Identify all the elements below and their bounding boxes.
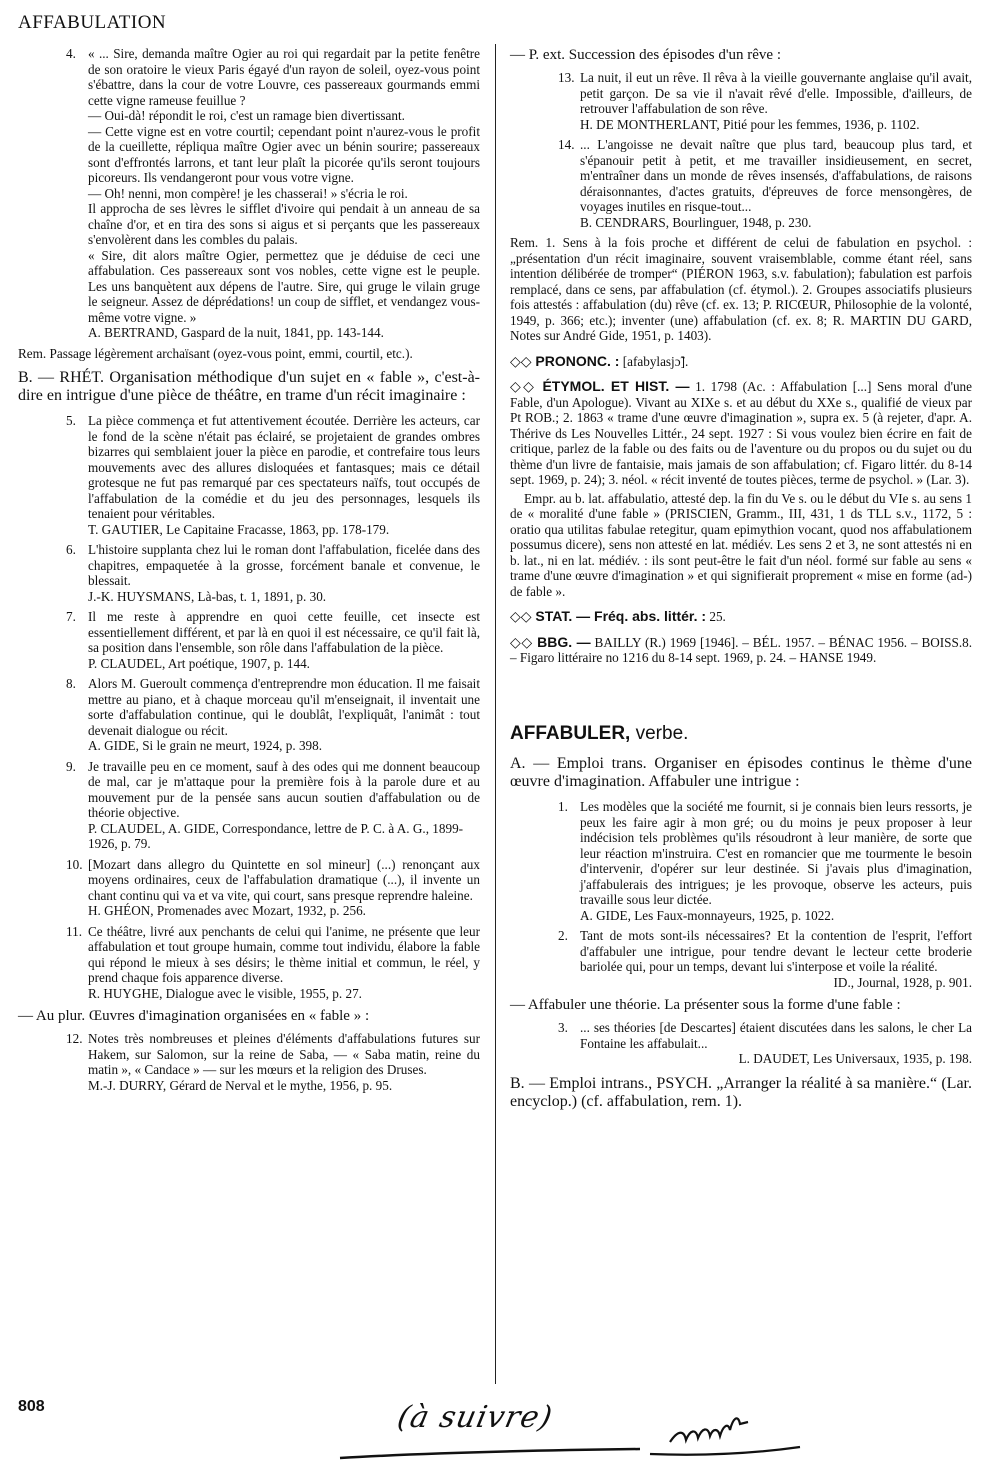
prononc-rubric <box>510 354 972 370</box>
example-source: M.-J. DURRY, Gérard de Nerval et le mythe, 1956, p. 95. <box>88 1077 393 1093</box>
example-6 <box>18 542 480 604</box>
example-number: 5. <box>66 413 76 428</box>
example-text: La nuit, il eut un rêve. Il rêva à la vieille gouvernante anglaise qu'il avait, petit garçon. De sa vie il n'avait rêvé d'elle. Impossible, d'ailleurs, de retrouver l'affabulation de son rêve. <box>580 70 972 116</box>
handwritten-note <box>300 1392 820 1472</box>
example-source: L. DAUDET, Les Universaux, 1935, p. 198. <box>738 1051 972 1066</box>
etymology-text: 1. 1798 (Ac. : Affabulation [...] Sens moral d'une Fable, d'un Apologue). Vivant au XIXe s. et au début du XXe s., qualifié de vieux par Pt ROB.; 2. 1863 « trame d'une œuvre d'imagination », supra ex. 5 (à rejeter, d'apr. A. Thérive ds Les Nouvelles Littér., 24 sept. 1927 : Si vous voulez bien écrire en fait de critique, parlez de la fable ou des faits ou de l'aventure ou du propos ou du sujet ou du thème d'un livre de fantaisie, mais jamais de son affabulation; cf. Figaro littér. du 8-14 sept. 1969, p. 24); 3. néol. « récit inventé de toutes pièces, terme de psychol. » (Lar. 3). <box>510 379 972 487</box>
running-head: AFFABULATION <box>18 12 167 33</box>
stat-rubric <box>510 609 972 625</box>
example-source: A. BERTRAND, Gaspard de la nuit, 1841, pp. 143-144. <box>88 325 384 340</box>
example-text: — Oh! nenni, mon compère! je les chasserai! » s'écria le roi. <box>88 185 408 201</box>
example-number: 8. <box>66 676 76 691</box>
example-text: La pièce commença et fut attentivement écoutée. Derrière les acteurs, car le fond de la scène n'était pas éclairé, se projetaient de grandes ombres bizarres qui semblaient jouer la pièce en parodie, et contrefaire tous leurs mouvements avec des allures disloquées et fantasques; mais ce détail grotesque ne fut pas remarqué par ces spectateurs naïfs, tout occupés de l'affabulation de la comédie et du jeu des personnages, lesquels ils tenaient pour véritables. <box>88 413 480 521</box>
bibliography-rubric <box>510 635 972 666</box>
example-source: J.-K. HUYSMANS, Là-bas, t. 1, 1891, p. 30. <box>88 588 327 604</box>
example-source: P. CLAUDEL, Art poétique, 1907, p. 144. <box>88 655 310 671</box>
example-source: A. GIDE, Les Faux-monnayeurs, 1925, p. 1022. <box>580 907 835 923</box>
prononc-text: [afabylasjɔ̃]. <box>622 353 689 369</box>
right-column <box>510 46 972 1119</box>
column-divider <box>495 44 496 1384</box>
etymology-borrowing: Empr. au b. lat. affabulatio, attesté dep. la fin du Ve s. ou le début du VIe s. au sens 1 de « moralité d'une fable » (PRISCIEN, Gramm., III, 431, 1 ds TLL s.v., 1172, 5 : oratio qua utilitas fabulae retegitur, quam epimythion vocant, quod nos affabulationem possumus dicere), sens non attesté en lat. médiév. Les sens 2 et 3, ne sont attestés ni en b. lat., ni en lat. médiév. : ils sont peut-être le fait d'un néol. formé sur fable au sens « trame d'une œuvre d'imagination » et qui signifierait proprement « mise en forme (ad-) de fable ». <box>510 490 972 599</box>
example-number: 4. <box>66 46 76 61</box>
example-7 <box>18 609 480 671</box>
bibliography-text: BAILLY (R.) 1969 [1946]. – BÉL. 1957. – BÉNAC 1956. – BOISS.8. – Figaro littéraire no 1216 du 8-14 sept. 1969, p. 24. – HANSE 1949. <box>510 634 973 665</box>
entry-headword <box>510 722 972 744</box>
example-13 <box>510 70 972 132</box>
example-source: T. GAUTIER, Le Capitaine Fracasse, 1863, pp. 178-179. <box>88 521 390 537</box>
remark: Rem. 1. Sens à la fois proche et différent de celui de fabulation en psychol. : „présentation d'un récit imaginaire, souvent vraisemblable, comme étant réel, sans intention délibérée de tromper“ (PIÉRON 1963, s.v. fabulation); fabulation est parfois remplacé, dans ce sens, par affabulation (cf. étymol.). 2. Groupes associatifs plusieurs fois attestés : affabulation (du) rêve (cf. ex. 13; P. RICŒUR, Philosophie de la volonté, 1949, p. 366; etc.); inventer (une) affabulation (cf. ex. 8; R. MARTIN DU GARD, Notes sur André Gide, 1951, p. 1403). <box>510 235 972 343</box>
example-source: B. CENDRARS, Bourlinguer, 1948, p. 230. <box>580 214 812 230</box>
headword: AFFABULER, <box>510 722 631 744</box>
example-source: H. GHÉON, Promenades avec Mozart, 1932, p. 256. <box>88 903 366 918</box>
grammatical-category: verbe. <box>635 722 689 744</box>
bibliography-heading: ◇◇ BBG. — <box>510 633 591 650</box>
example-number: 14. <box>558 137 575 152</box>
example-number: 13. <box>558 70 575 85</box>
example-number: 11. <box>66 923 82 939</box>
example-source: A. GIDE, Si le grain ne meurt, 1924, p. 398. <box>88 738 323 753</box>
example-12 <box>18 1031 480 1093</box>
example-text: L'histoire supplanta chez lui le roman dont l'affabulation, ficelée dans des chapitres, empaquetée à la grosse, forcément banale et convenue, le blessait. <box>88 542 480 588</box>
example-source: ID., Journal, 1928, p. 901. <box>833 974 972 990</box>
page-number: 808 <box>18 1398 45 1415</box>
example-text: « ... Sire, demanda maître Ogier au roi qui regardait par la petite fenêtre de son oratoire le vieux Paris égayé d'un rayon de soleil, oyez-vous point s'ébattre, dans la cour de votre Louvre, ces passereaux gourmands emmi cette vigne rameuse feuillue ? <box>88 46 480 108</box>
example-4 <box>18 46 480 341</box>
example-source: R. HUYGHE, Dialogue avec le visible, 1955, p. 27. <box>88 985 362 1001</box>
example-text: — Oui-dà! répondit le roi, c'est un ramage bien divertissant. <box>88 108 405 123</box>
example-number: 3. <box>558 1020 568 1035</box>
example-text: [Mozart dans allegro du Quintette en sol mineur] (...) renonçant aux moyens ordinaires, ceux de l'affabulation dramatique (...), il invente un chant continu qui va et va vite, qui court, sans presque reprendre haleine. <box>88 856 480 903</box>
section-b-heading: B. — RHÉT. Organisation méthodique d'un sujet en « fable », c'est-à-dire en intrigue d'une pièce de théâtre, en trame d'un récit imaginaire : <box>18 369 480 404</box>
example-number: 12. <box>66 1031 83 1046</box>
example-text: ... ses théories [de Descartes] étaient discutées dans les salons, le cher La Fontaine les affabulait... <box>580 1020 972 1051</box>
etymology-heading: ◇◇ ÉTYMOL. ET HIST. — <box>510 378 690 394</box>
left-column <box>18 46 480 1098</box>
theorie-heading: — Affabuler une théorie. La présenter sous la forme d'une fable : <box>510 997 901 1013</box>
example-10 <box>18 857 480 919</box>
example-14 <box>510 137 972 230</box>
example-text: Notes très nombreuses et pleines d'éléments d'affabulations futures sur Hakem, sur Salomon, sur la reine de Saba, — « Saba matin, reine du matin », « Candace » — sur les mœurs et la religion des Druses. <box>88 1031 480 1077</box>
au-plur-heading: — Au plur. Œuvres d'imagination organisées en « fable » : <box>18 1008 370 1024</box>
example-text: Je travaille peu en ce moment, sauf à des odes qui me donnent beaucoup de mal, car je m'attaque pour la première fois à la parole dure et au mouvement pur de la pensée sans aucun soutien d'affabulation ou de théorie objective. <box>88 758 480 820</box>
etymology-rubric <box>510 379 972 599</box>
example-verb-3 <box>510 1020 972 1067</box>
prononc-heading: ◇◇ PRONONC. : <box>510 352 620 369</box>
example-text: Ce théâtre, livré aux penchants de celui qui l'anime, ne présente que leur affabulation et tout groupe humain, comme tout individu, élabore la fable qui répond le mieux à ses désirs; le thème initial et commun, le réel, y prend chaque fois apparence diverse. <box>88 923 480 985</box>
example-text: « Sire, dit alors maître Ogier, permettez que je déduise de ceci une affabulation. Ces passereaux sont vos nobles, cette vigne est le peuple. Les uns banquètent aux dépens de l'autre. Sire, qui gruge le vilain gruge le seigneur. Assez de déprédations! un coup de sifflet, et vendangez vous-même votre vigne. » <box>88 247 480 325</box>
example-source: P. CLAUDEL, A. GIDE, Correspondance, lettre de P. C. à A. G., 1899-1926, p. 79. <box>88 820 464 851</box>
section-b-verb-heading: B. — Emploi intrans., PSYCH. „Arranger la réalité à sa manière.“ (Lar. encyclop.) (cf. affabulation, rem. 1). <box>510 1074 972 1110</box>
remark: Rem. Passage légèrement archaïsant (oyez-vous point, emmi, courtil, etc.). <box>18 345 413 361</box>
example-text: — Cette vigne est en votre courtil; cependant point n'aurez-vous le profit de la cueillette, répliqua maître Ogier avec un bénin sourire; passereaux sont d'effrontés larrons, et tant leur plaît la picorée qu'ils seront toujours picoreurs. Ils vendangeront pour vous votre vigne. <box>88 123 480 185</box>
example-text: Alors M. Gueroult commença d'entreprendre mon éducation. Il me faisait mettre au piano, et à chaque morceau qu'il m'enseignait, il inventait une sorte d'affabulation continue, qui le doublât, l'expliquât, l'animât : tout devenait dialogue ou récit. <box>88 676 480 738</box>
handwritten-underline-icon <box>300 1392 820 1472</box>
example-5 <box>18 413 480 537</box>
example-text: Tant de mots sont-ils nécessaires? Et la contention de l'esprit, l'effort d'affabuler une intrigue, pour tendre devant le lecteur cette broderie bariolée qui, pour un temps, devant lui s'interpose et voile la réalité. <box>580 928 972 974</box>
p-ext-heading: — P. ext. Succession des épisodes d'un rêve : <box>510 47 781 63</box>
section-a-heading: A. — Emploi trans. Organiser en épisodes continus le thème d'une œuvre d'imagination. Affabuler une intrigue : <box>510 755 972 790</box>
example-verb-2 <box>510 928 972 990</box>
example-text: Les modèles que la société me fournit, si je connais bien leurs ressorts, je peux les faire agir à mon gré; ou du moins je peux proposer à leur indécision tels problèmes qu'ils résoudront à leur manière, de sorte que leur réaction m'instruira. C'est en romancier que me tourmente le besoin d'intervenir, d'opérer sur leur destinée. Si j'avais plus d'imagination, j'affabulerais des intrigues; je les provoque, observe les acteurs, puis travaille sous leur dictée. <box>580 799 972 907</box>
example-number: 7. <box>66 609 76 624</box>
example-number: 6. <box>66 542 76 557</box>
example-text: Il approcha de ses lèvres le sifflet d'ivoire qui pendait à un anneau de sa chaîne d'or, et en tira des sons si aigus et si perçants que les passereaux s'envolèrent dans les combles du palais. <box>88 201 480 247</box>
example-source: H. DE MONTHERLANT, Pitié pour les femmes, 1936, p. 1102. <box>580 116 920 132</box>
stat-heading: ◇◇ STAT. — Fréq. abs. littér. : <box>510 608 707 624</box>
example-number: 10. <box>66 856 83 872</box>
example-number: 1. <box>558 799 568 814</box>
example-number: 2. <box>558 928 568 943</box>
example-text: Il me reste à apprendre en quoi cette feuille, cet insecte est essentiellement différent, et par là en quoi il est nécessaire, ce qu'il fait là, sa position dans l'ensemble, son rôle dans l'affabulation de la pièce. <box>88 609 480 655</box>
example-9 <box>18 759 480 852</box>
example-verb-1 <box>510 799 972 923</box>
example-11 <box>18 924 480 1002</box>
example-8 <box>18 676 480 754</box>
handwritten-note-text: (à suivre) <box>394 1400 556 1435</box>
stat-text: 25. <box>709 609 726 624</box>
example-text: ... L'angoisse ne devait naître que plus tard, beaucoup plus tard, et s'épanouir petit à petit, et me travailler insidieusement, en secret, m'entraîner dans un monde de rêves insensés, d'affabulations, de raisons déraisonnantes, d'actes gratuits, d'épreuves de force mensongères, de voyages inutiles en risque-tout... <box>580 137 972 214</box>
example-number: 9. <box>66 758 76 774</box>
